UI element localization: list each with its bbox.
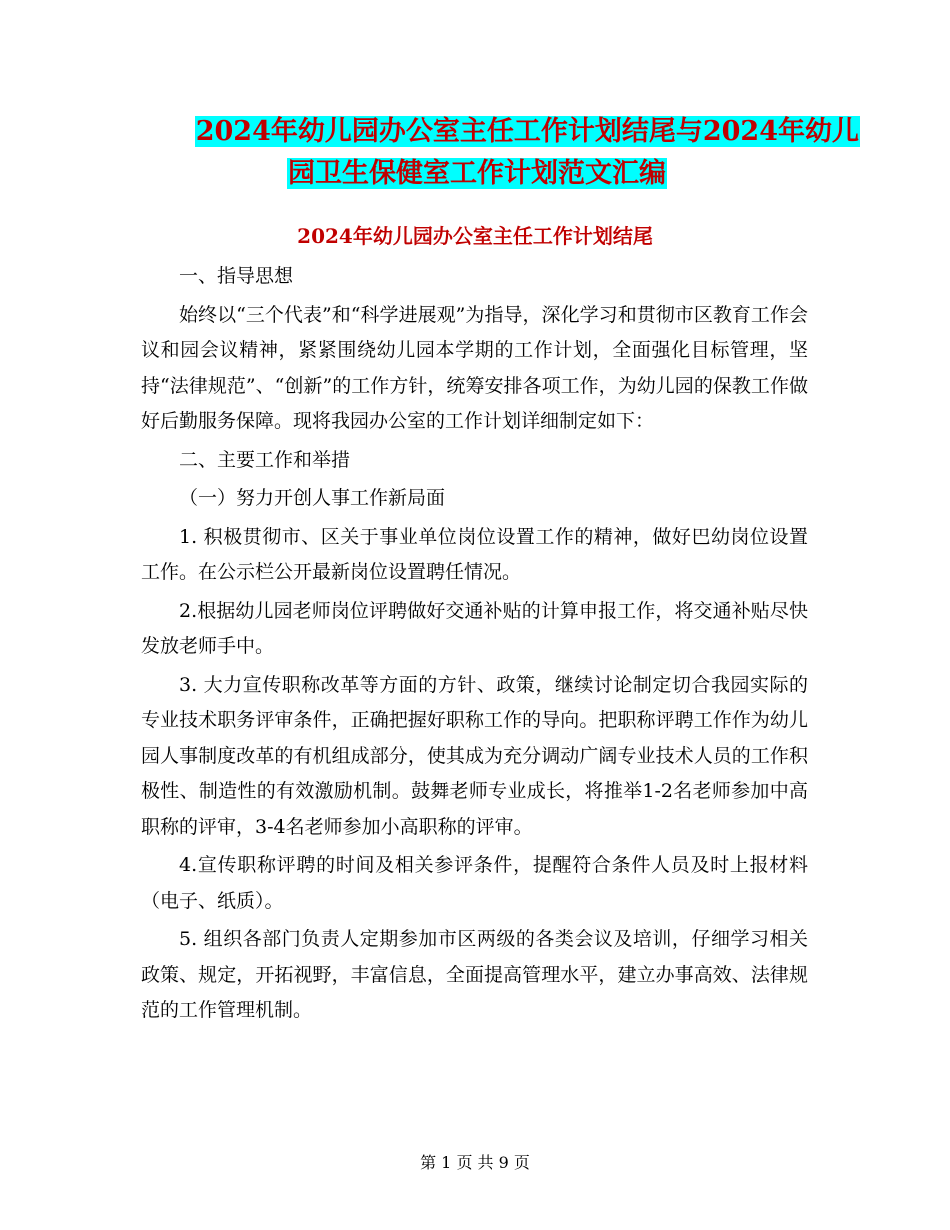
list-item-2: 2.根据幼儿园老师岗位评聘做好交通补贴的计算申报工作，将交通补贴尽快发放老师手中。	[141, 599, 808, 657]
page-footer: 第 1 页 共 9 页	[420, 1153, 530, 1172]
heading-guiding-ideology: 一、指导思想	[179, 265, 294, 287]
list-item-3: 3. 大力宣传职称改革等方面的方针、政策，继续讨论制定切合我园实际的专业技术职务评审条件，正确把握好职称工作的导向。把职称评聘工作作为幼儿园人事制度改革的有机组成部分，使其成为充分调动广阔专业技术人员的工作积极性、制造性的有效激励机制。鼓舞老师专业成长，将推举1-2名老师参加中高职称的评审，3-4名老师参加小高职称的评审。	[141, 673, 808, 838]
heading-main-work: 二、主要工作和举措	[179, 448, 351, 471]
list-item-4: 4.宣传职称评聘的时间及相关参评条件，提醒符合条件人员及时上报材料（电子、纸质）。	[141, 854, 808, 912]
document-title-line-2-text: 园卫生保健室工作计划范文汇编	[288, 158, 666, 189]
subheading-personnel-work: （一）努力开创人事工作新局面	[179, 487, 446, 509]
list-item-5: 5. 组织各部门负责人定期参加市区两级的各类会议及培训，仔细学习相关政策、规定，开拓视野，丰富信息，全面提高管理水平，建立办事高效、法律规范的工作管理机制。	[141, 928, 808, 1021]
paragraph-guiding-ideology: 始终以“三个代表”和“科学进展观”为指导，深化学习和贯彻市区教育工作会议和园会议精神，紧紧围绕幼儿园本学期的工作计划，全面强化目标管理，坚持“法律规范”、“创新”的工作方针，统筹安排各项工作，为幼儿园的保教工作做好后勤服务保障。现将我园办公室的工作计划详细制定如下：	[141, 303, 808, 432]
list-item-1: 1. 积极贯彻市、区关于事业单位岗位设置工作的精神，做好巴幼岗位设置工作。在公示栏公开最新岗位设置聘任情况。	[141, 525, 808, 583]
document-body	[141, 265, 808, 1032]
document-title-line-2	[140, 152, 860, 196]
section-title: 2024年幼儿园办公室主任工作计划结尾	[297, 224, 653, 248]
document-title-line-1	[140, 110, 860, 154]
document-title-line-1-text: 2024年幼儿园办公室主任工作计划结尾与2024年幼儿	[195, 116, 859, 147]
